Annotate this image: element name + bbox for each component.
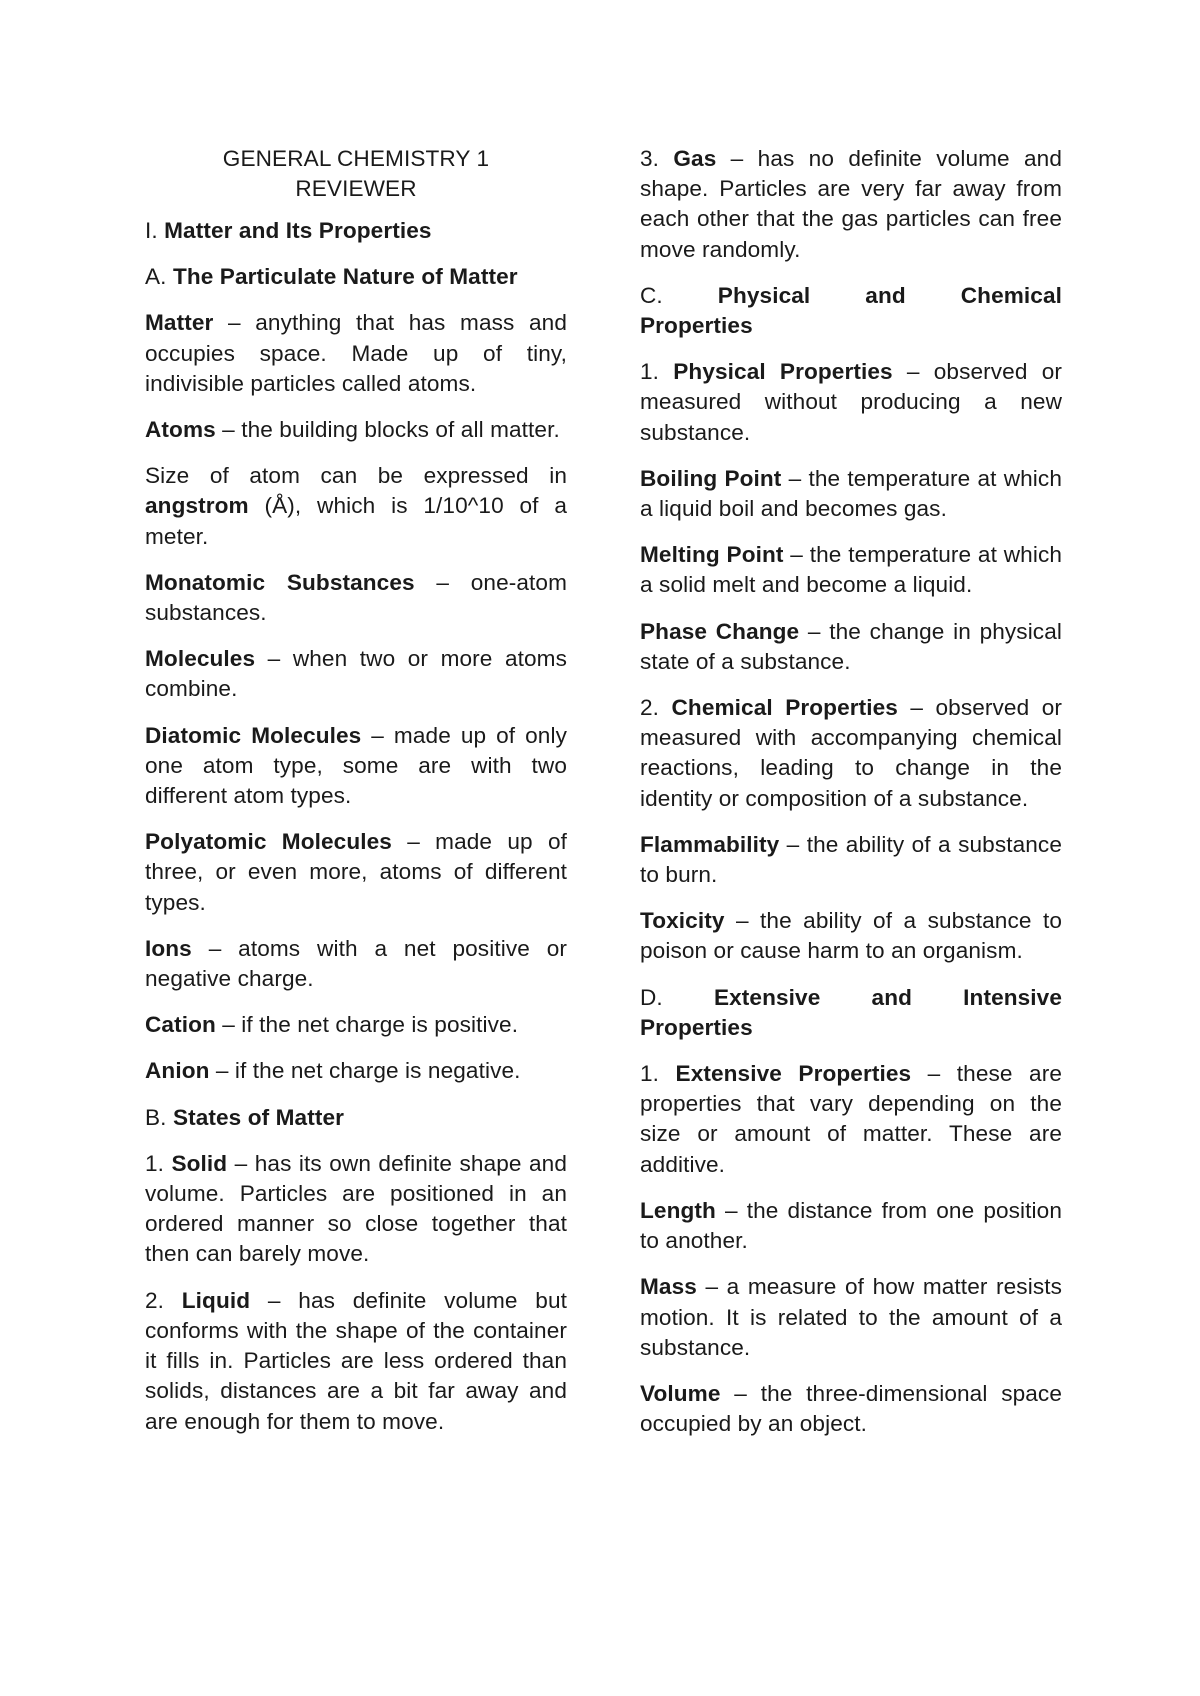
definition-melting-point: Melting Point – the temperature at which a solid melt and become a liquid. — [640, 542, 1063, 598]
section-heading-1: I. Matter and Its Properties — [145, 218, 432, 243]
definition-physical-properties: 1. Physical Properties – observed or measured without producing a new substance. — [640, 359, 1063, 445]
section-heading-a: A. The Particulate Nature of Matter — [145, 264, 518, 290]
definition-length: Length – the distance from one position to another. — [640, 1197, 1062, 1254]
definition-extensive-properties: 1. Extensive Properties – these are properties that vary depending on the size or amount of matter. These are additive. — [640, 1061, 1062, 1177]
definition-monatomic: Monatomic Substances – one-atom substances. — [145, 569, 567, 626]
definition-anion: Anion – if the net charge is negative. — [145, 1058, 521, 1084]
definition-ions: Ions – atoms with a net positive or negative charge. — [145, 935, 567, 992]
definition-boiling-point: Boiling Point – the temperature at which a liquid boil and becomes gas. — [640, 465, 1062, 522]
document-title — [145, 144, 567, 204]
definition-phase-change: Phase Change – the change in physical state of a substance. — [640, 618, 1062, 674]
definition-matter: Matter – anything that has mass and occupies space. Made up of tiny, indivisible particles called atoms. — [145, 310, 567, 396]
right-column — [640, 144, 1062, 1455]
definition-toxicity: Toxicity – the ability of a substance to poison or cause harm to an organism. — [640, 908, 1062, 964]
definition-molecules: Molecules – when two or more atoms combine. — [145, 646, 567, 702]
definition-polyatomic: Polyatomic Molecules – made up of three, or even more, atoms of different types. — [145, 829, 567, 915]
definition-mass: Mass – a measure of how matter resists motion. It is related to the amount of a substance. — [640, 1274, 1062, 1360]
title-line-1: GENERAL CHEMISTRY 1 — [222, 146, 490, 171]
definition-cation: Cation – if the net charge is positive. — [145, 1012, 519, 1038]
definition-diatomic: Diatomic Molecules – made up of only one atom type, some are with two different atom types. — [145, 722, 567, 809]
definition-gas: 3. Gas – has no definite volume and shape. Particles are very far away from each other that the gas particles can free move randomly. — [640, 146, 1063, 262]
definition-solid: 1. Solid – has its own definite shape and volume. Particles are positioned in an ordered manner so close together that then can barely move. — [145, 1150, 568, 1267]
section-heading-b: B. States of Matter — [145, 1104, 345, 1130]
definition-volume: Volume – the three-dimensional space occupied by an object. — [640, 1380, 1062, 1437]
definition-liquid: 2. Liquid – has definite volume but conforms with the shape of the container it fills in. Particles are less ordered than solids, distances are a bit far away and are enough for them to move. — [145, 1287, 568, 1434]
paragraph-atom-size: Size of atom can be expressed in angstrom (Å), which is 1/10^10 of a meter. — [145, 463, 567, 549]
section-heading-c: C. Physical and Chemical Properties — [640, 282, 1063, 339]
title-line-2: REVIEWER — [295, 176, 417, 201]
left-column — [145, 144, 567, 1453]
definition-flammability: Flammability – the ability of a substance to burn. — [640, 831, 1062, 888]
section-heading-d: D. Extensive and Intensive Properties — [640, 984, 1063, 1040]
definition-atoms: Atoms – the building blocks of all matter. — [145, 417, 560, 443]
definition-chemical-properties: 2. Chemical Properties – observed or measured with accompanying chemical reactions, leading to change in the identity or composition of a substance. — [640, 695, 1062, 811]
